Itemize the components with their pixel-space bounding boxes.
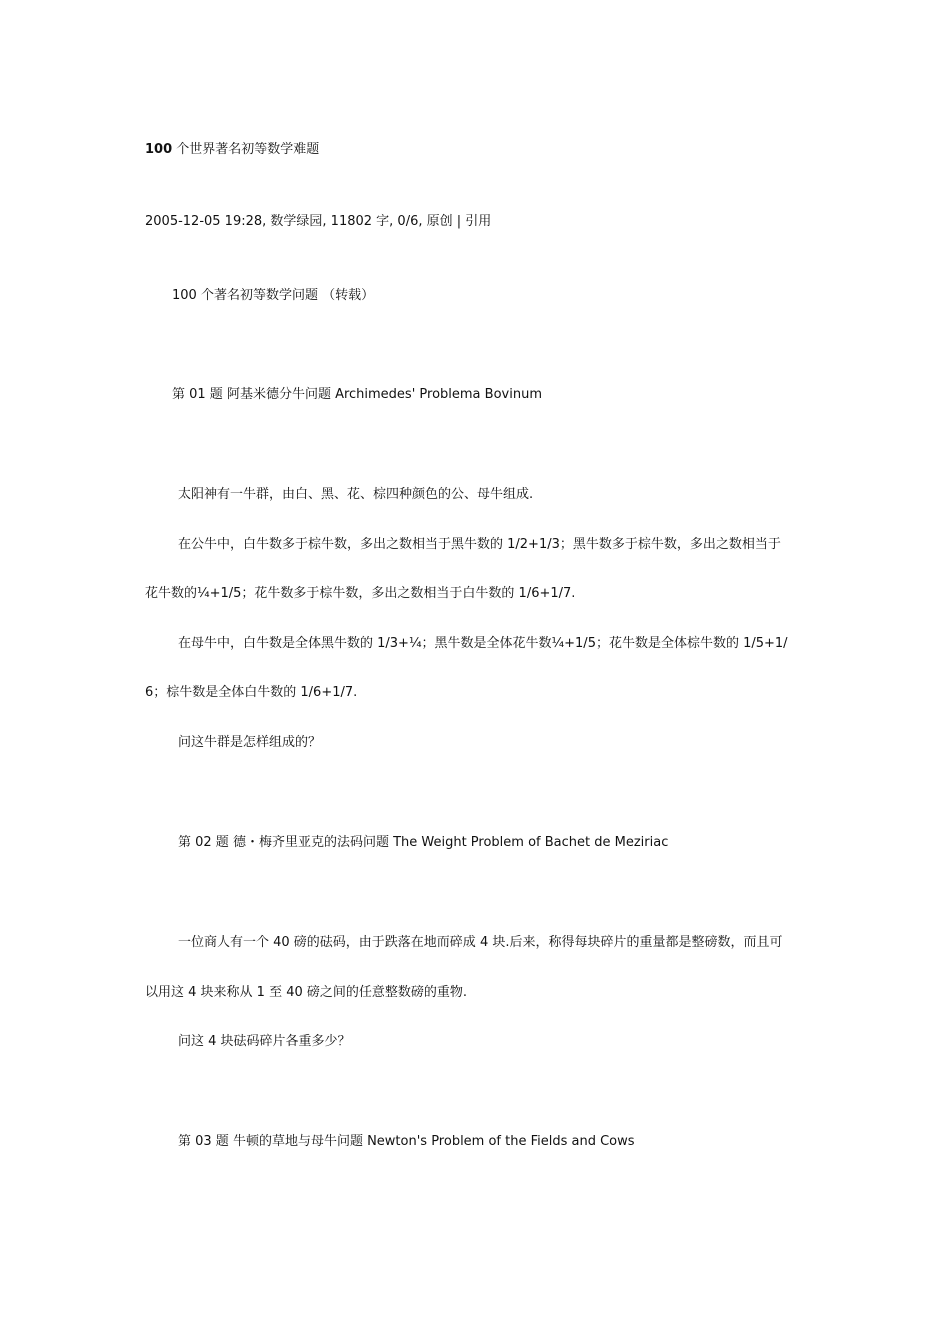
problem-01-question: 问这牛群是怎样组成的？ [178, 735, 322, 750]
problem-01-line: 6；棕牛数是全体白牛数的 1/6+1/7. [145, 685, 358, 700]
problem-01-line: 在母牛中，白牛数是全体黑牛数的 1/3+¼；黑牛数是全体花牛数¼+1/5；花牛数是全体棕牛数的 1/5+1/ [178, 636, 788, 651]
article-title-number: 100 [145, 142, 173, 157]
problem-01-line: 太阳神有一牛群，由白、黑、花、棕四种颜色的公、母牛组成. [178, 487, 534, 502]
problem-01-heading: 第 01 题 阿基米德分牛问题 Archimedes' Problema Bovinum [172, 387, 542, 402]
article-title [145, 141, 319, 159]
problem-01-line: 花牛数的¼+1/5；花牛数多于棕牛数，多出之数相当于白牛数的 1/6+1/7. [145, 586, 576, 601]
article-subtitle: 100 个著名初等数学问题 （转载） [172, 288, 375, 303]
problem-03-heading: 第 03 题 牛顿的草地与母牛问题 Newton's Problem of the Fields and Cows [178, 1134, 635, 1149]
problem-02-line: 以用这 4 块来称从 1 至 40 磅之间的任意整数磅的重物. [145, 985, 468, 1000]
article-title-text: 个世界著名初等数学难题 [172, 142, 320, 157]
problem-02-line: 一位商人有一个 40 磅的砝码，由于跌落在地而碎成 4 块.后来，称得每块碎片的重量都是整磅数，而且可 [178, 935, 783, 950]
problem-02-question: 问这 4 块砝码碎片各重多少？ [178, 1034, 351, 1049]
problem-02-heading: 第 02 题 德・梅齐里亚克的法码问题 The Weight Problem of Bachet de Meziriac [178, 835, 669, 850]
problem-01-line: 在公牛中，白牛数多于棕牛数，多出之数相当于黑牛数的 1/2+1/3；黑牛数多于棕牛数，多出之数相当于 [178, 537, 781, 552]
article-meta: 2005-12-05 19:28, 数学绿园, 11802 字, 0/6, 原创 | 引用 [145, 214, 492, 229]
